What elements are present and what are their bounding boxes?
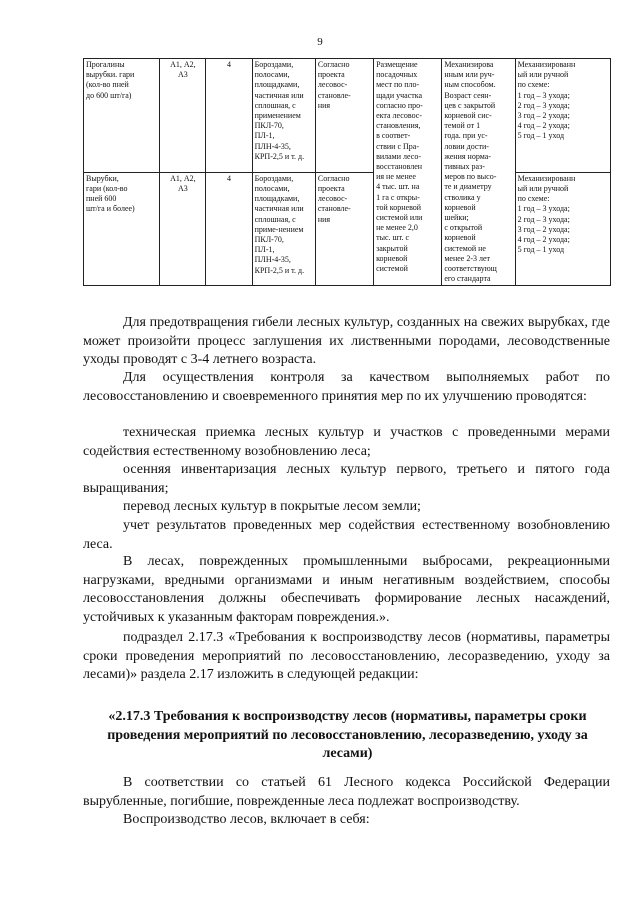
table-cell-object: Вырубки, гари (кол-во пней 600 шт/га и более) [84, 172, 160, 286]
table-cell-zones: А1, А2, А3 [160, 172, 206, 286]
table-cell-care: Механизированн ый или ручной по схеме: 1 год – 3 ухода; 2 год – 3 ухода; 3 год – 2 ухода; 4 год – 2 ухода; 5 год – 1 уход [515, 59, 610, 173]
table-cell-mechanization: Механизирова нным или руч- ным способом. Возраст сеян- цев с закрытой корневой сис- темой от 1 года. при ус- ловии дости- жения норма- тивных раз- меров по высо- те и диаметру стволика у корневой шейки; с открытой корневой системой не менее 2-3 лет соответствующ его стандарта [442, 59, 515, 286]
paragraph-care-timing: Для предотвращения гибели лесных культур, созданных на свежих вырубках, где может произойти процесс заглушения их лиственными породами, лесоводственные уходы проводят с 3-4 летнего возраста. [83, 315, 610, 368]
table-cell-object: Прогалины вырубки. гари (кол-во пней до 600 шт/га) [84, 59, 160, 173]
table-cell-zones: А1, А2, А3 [160, 59, 206, 173]
table-cell-tools: Бороздами, полосами, площадками, частичная или сплошная, с приме-нением ПКЛ-70, ПЛ-1, ПЛН-4-35, КРП-2,5 и т. д. [252, 172, 315, 286]
table-row [84, 59, 611, 173]
section-heading: «2.17.3 Требования к воспроизводству лесов (нормативы, параметры сроки проведения мероприятий по лесовосстановлению, лесоразведению, уходу за лесами) [107, 709, 588, 762]
table-cell-project: Согласно проекта лесовос- становле- ния [315, 172, 373, 286]
paragraph-control-intro: Для осуществления контроля за качеством выполняемых работ по лесовосстановлению и своевременного принятия мер по их улучшению проводятся: [83, 370, 610, 404]
page-number: 9 [317, 36, 323, 48]
table-cell-project: Согласно проекта лесовос- становле- ния [315, 59, 373, 173]
table-cell-number: 4 [206, 172, 252, 286]
paragraph-autumn-inventory: осенняя инвентаризация лесных культур первого, третьего и пятого года выращивания; [83, 462, 610, 496]
table-cell-care: Механизированн ый или ручной по схеме: 1 год – 3 ухода; 2 год – 3 ухода; 3 год – 2 ухода; 4 год – 2 ухода; 5 год – 1 уход [515, 172, 610, 286]
paragraph-accounting: учет результатов проведенных мер содействия естественному возобновлению леса. [83, 518, 610, 552]
paragraph-subsection-amendment: подраздел 2.17.3 «Требования к воспроизводству лесов (нормативы, параметры сроки проведения мероприятий по лесовосстановлению, лесоразведению, уходу за лесами)» раздела 2.17 изложить в следующей редакции: [83, 630, 610, 683]
table-row [84, 172, 611, 286]
paragraph-forest-code: В соответствии со статьей 61 Лесного кодекса Российской Федерации вырубленные, погибшие, поврежденные леса подлежат воспроизводству. [83, 775, 610, 809]
paragraph-technical-acceptance: техническая приемка лесных культур и участков с проведенными мерами содействия естественному возобновлению леса; [83, 425, 610, 459]
paragraph-transfer: перевод лесных культур в покрытые лесом земли; [123, 499, 421, 514]
table-cell-number: 4 [206, 59, 252, 173]
table-cell-placement: Размещение посадочных мест по пло- щади участка согласно про- екта лесовос- становления, в соответ- ствии с Пра- вилами лесо- восстановлен ия не менее 4 тыс. шт. на 1 га с откры- той корневой системой или не менее 2,0 тыс. шт. с закрытой корневой системой [374, 59, 442, 286]
table-cell-tools: Бороздами, полосами, площадками, частичная или сплошная, с применением ПКЛ-70, ПЛ-1, ПЛН-4-35, КРП-2,5 и т. д. [252, 59, 315, 173]
reforestation-table [83, 58, 611, 286]
paragraph-reproduction-includes: Воспроизводство лесов, включает в себя: [123, 812, 370, 827]
paragraph-damaged-forests: В лесах, поврежденных промышленными выбросами, рекреационными нагрузками, вредными организмами и иным негативным воздействием, способы лесовосстановления должны обеспечивать формирование лесных насаждений, устойчивых к указанным факторам повреждения.». [83, 554, 610, 625]
